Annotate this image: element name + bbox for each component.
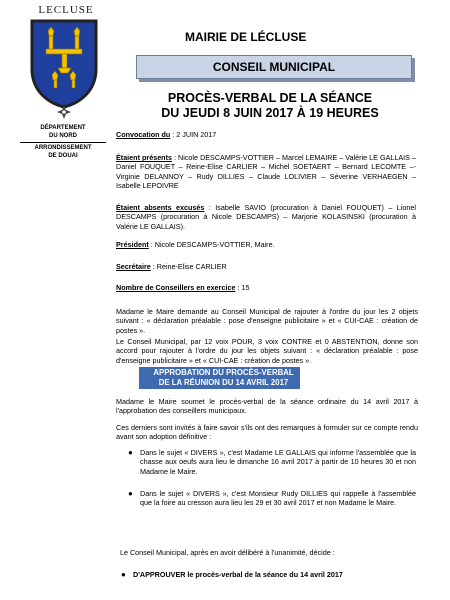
town-name: LECLUSE (38, 4, 94, 16)
conseillers-line (116, 283, 416, 292)
section-banner (139, 367, 300, 389)
convocation-line (116, 130, 416, 139)
convocation-value: : 2 JUIN 2017 (170, 130, 217, 139)
bullet-icon: ● (128, 489, 133, 498)
section-paragraph-1: Madame le Maire soumet le procès-verbal de la séance ordinaire du 14 avril 2017 à l'approbation des conseillers municipaux. (116, 397, 418, 416)
convocation-label: Convocation du (116, 130, 171, 139)
coat-of-arms-icon (28, 17, 100, 109)
bullet-icon: ● (128, 448, 133, 457)
list-item (128, 489, 416, 508)
bullet-text-2: Dans le sujet « DIVERS », c'est Monsieur Rudy DILLIES qui rappelle à l'assemblée que la foire au cresson aura lieu les 29 et 30 avril 2017 et non Madame le Maire. (140, 489, 416, 508)
president-value: : Nicole DESCAMPS-VOTTIER, Maire. (148, 240, 275, 249)
secretaire-label: Secrétaire (116, 262, 151, 271)
council-banner: CONSEIL MUNICIPAL (136, 55, 412, 79)
page-title (120, 91, 420, 121)
conseillers-label: Nombre de Conseillers en exercice (116, 283, 236, 292)
arr-line1: ARRONDISSEMENT (34, 145, 92, 151)
bullet-text-1: Dans le sujet « DIVERS », c'est Madame LE GALLAIS qui informe l'assemblée que la chasse aux oeufs aura lieu le dimanche 16 avril 2017 à partir de 10 heures 30 et non Madame le Maire. (140, 448, 416, 476)
banner-line2: DE LA RÉUNION DU 14 AVRIL 2017 (158, 377, 289, 387)
presents-value: : Nicole DESCAMPS-VOTTIER – Marcel LEMAIRE – Valérie LE GALLAIS – Daniel FOUQUET – Reine-Elise CARLIER – Michel SOETAERT – Bernard LECOMTE –- Virginie DELANNOY – Rudy DILLIES – Claude LOLIVIER – Séverine VERHAEGEN – Isabelle LEPOIVRE (116, 153, 416, 191)
decision-item (121, 570, 423, 579)
mairie-heading: MAIRIE DE LÉCLUSE (185, 30, 307, 44)
list-item (128, 448, 416, 476)
divider (20, 142, 106, 143)
dept-line2: DU NORD (49, 132, 77, 139)
presents-label: Étaient présents (116, 153, 172, 162)
secretaire-value: : Reine-Elise CARLIER (150, 262, 227, 271)
excuses-block (116, 203, 416, 231)
title-line2: DU JEUDI 8 JUIN 2017 À 19 HEURES (161, 106, 379, 120)
banner-line1: APPROBATION DU PROCÈS-VERBAL (153, 368, 294, 377)
dept-line1: DÉPARTEMENT (40, 125, 86, 131)
title-line1: PROCÈS-VERBAL DE LA SÉANCE (167, 91, 373, 105)
president-line (116, 240, 416, 249)
bullet-icon: ● (121, 570, 126, 579)
excuses-value: : Isabelle SAVIO (procuration à Daniel FOUQUET) – Lionel DESCAMPS (procuration à Nicole DESCAMPS) – Marjorie KOLASINSKI (procuration à Valérie LE GALLAIS). (116, 203, 416, 231)
section-paragraph-2: Ces derniers sont invités à faire savoir s'ils ont des remarques à formuler sur ce compte rendu avant son adoption définitive : (116, 423, 418, 442)
decision-text: D'APPROUVER le procès-verbal de la séance du 14 avril 2017 (133, 570, 343, 579)
section-paragraph-3: Le Conseil Municipal, après en avoir délibéré à l'unanimité, décide : (120, 548, 335, 557)
intro-paragraph-1: Madame le Maire demande au Conseil Municipal de rajouter à l'ordre du jour les 2 objets suivant : « déclaration préalable : pose d'enseigne publicitaire » et « CUI-CAE : création de postes ». (116, 307, 418, 335)
cross-decoration-icon (56, 104, 72, 120)
secretaire-line (116, 262, 416, 271)
excuses-label: Étaient absents excusés (116, 203, 205, 212)
president-label: Président (116, 240, 149, 249)
presents-block (116, 153, 416, 191)
department-block (14, 125, 112, 160)
intro-paragraph-2: Le Conseil Municipal, par 12 voix POUR, 3 voix CONTRE et 0 ABSTENTION, donne son accord pour rajouter à l'ordre du jour les objets suivant : « déclaration préalable : pose d'enseigne publicitaire » et « CUI-CAE : création de postes ». (116, 337, 418, 365)
conseillers-value: : 15 (235, 283, 250, 292)
arr-line2: DE DOUAI (48, 152, 78, 159)
